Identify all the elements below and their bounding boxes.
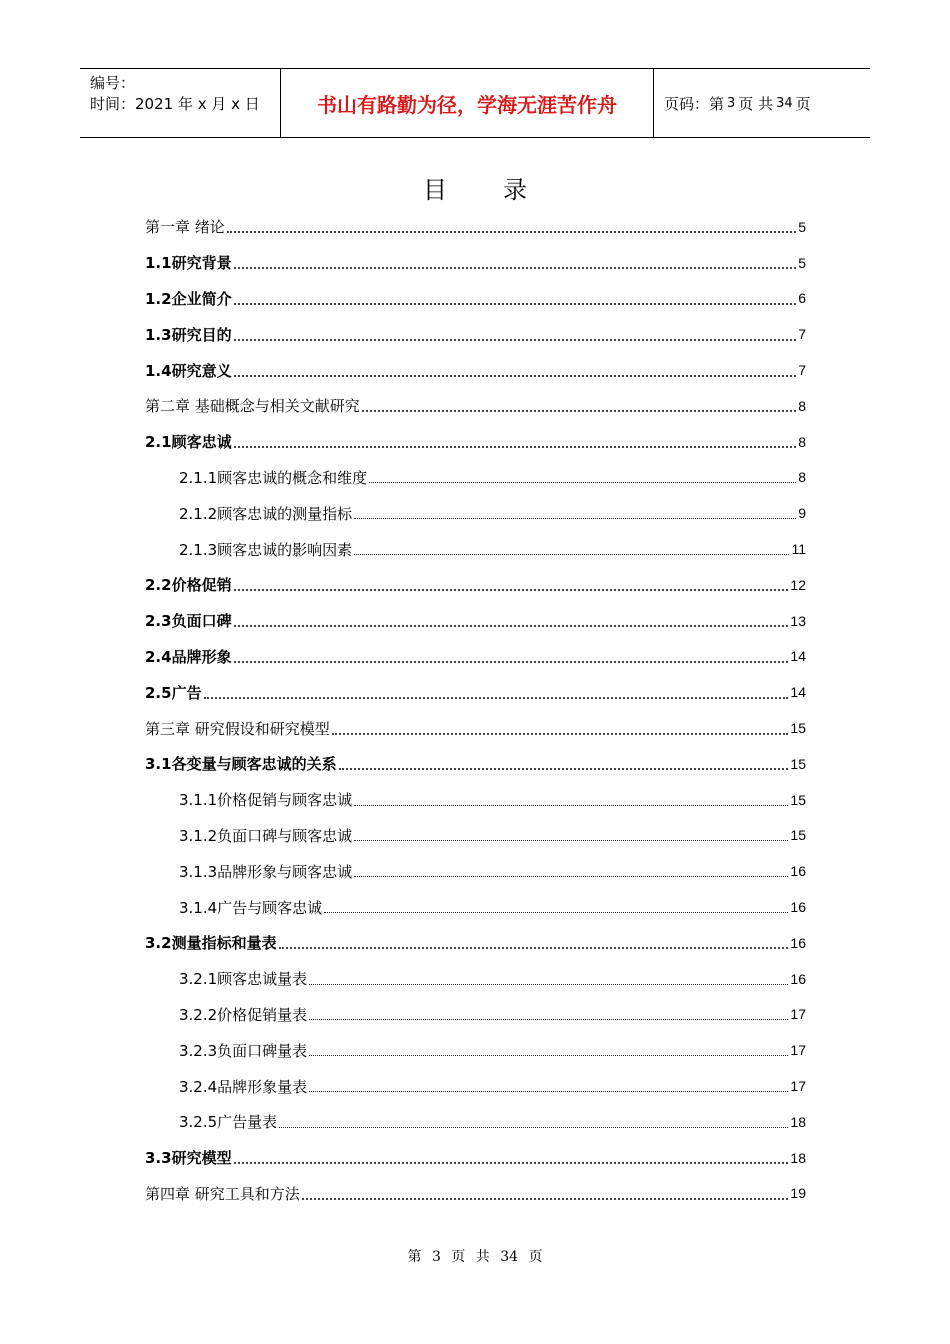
toc-entry-label: 3.2.3负面口碑量表 — [179, 1041, 308, 1060]
toc-entry[interactable] — [145, 997, 806, 1033]
toc-leader-dots — [354, 790, 788, 806]
toc-leader-dots — [234, 324, 797, 341]
toc-entry-page: 16 — [790, 970, 806, 987]
toc-entry[interactable] — [145, 710, 806, 746]
toc-entry-page: 16 — [790, 899, 806, 916]
toc-entry[interactable] — [145, 961, 806, 997]
toc-entry[interactable] — [145, 245, 806, 281]
toc-entry-label: 3.2测量指标和量表 — [145, 934, 277, 953]
toc-leader-dots — [234, 431, 797, 448]
time-label: 时间：2021 年 x 月 x 日 — [90, 95, 260, 113]
toc-entry-label: 第四章 研究工具和方法 — [145, 1184, 300, 1203]
toc-entry[interactable] — [145, 782, 806, 818]
toc-entry-page: 5 — [798, 254, 806, 271]
toc-entry[interactable] — [145, 424, 806, 460]
number-label: 编号： — [90, 74, 136, 92]
page-total: 34 — [776, 95, 793, 111]
toc-leader-dots — [234, 610, 789, 627]
toc-entry-label: 2.3负面口碑 — [145, 612, 232, 631]
toc-entry-page: 6 — [798, 290, 806, 307]
toc-entry[interactable] — [145, 818, 806, 854]
toc-leader-dots — [324, 897, 788, 913]
toc-entry[interactable] — [145, 460, 806, 496]
toc-entry-label: 2.1.1顾客忠诚的概念和维度 — [179, 468, 368, 487]
page-title: 目录 — [423, 176, 583, 204]
toc-entry-page: 17 — [790, 1006, 806, 1023]
toc-leader-dots — [234, 360, 797, 377]
toc-entry-page: 15 — [790, 791, 806, 808]
toc-entry-page: 16 — [790, 863, 806, 880]
toc-entry-label: 第三章 研究假设和研究模型 — [145, 719, 330, 738]
toc-entry[interactable] — [145, 1176, 806, 1212]
toc-entry-label: 2.2价格促销 — [145, 576, 232, 595]
toc-leader-dots — [234, 288, 797, 305]
toc-leader-dots — [362, 395, 796, 412]
toc-entry-label: 3.2.1顾客忠诚量表 — [179, 970, 308, 989]
toc-entry[interactable] — [145, 281, 806, 317]
toc-entry[interactable] — [145, 603, 806, 639]
page-footer: 第 3 页 共 34 页 — [407, 1249, 543, 1265]
toc-entry-page: 17 — [790, 1042, 806, 1059]
toc-entry-label: 3.3研究模型 — [145, 1149, 232, 1168]
toc-entry[interactable] — [145, 1104, 806, 1140]
toc-entry[interactable] — [145, 495, 806, 531]
toc-leader-dots — [302, 1183, 789, 1200]
toc-entry-label: 3.1.1价格促销与顾客忠诚 — [179, 791, 353, 810]
toc-leader-dots — [234, 646, 789, 663]
toc-leader-dots — [369, 467, 796, 483]
toc-entry-label: 第二章 基础概念与相关文献研究 — [145, 397, 360, 416]
header-page-info — [654, 69, 870, 137]
toc-entry-page: 14 — [790, 684, 806, 701]
toc-entry-page: 16 — [790, 934, 806, 951]
toc-entry[interactable] — [145, 746, 806, 782]
toc-leader-dots — [279, 932, 789, 949]
toc-leader-dots — [279, 1112, 788, 1128]
toc-entry-label: 1.3研究目的 — [145, 325, 232, 344]
toc-entry-page: 18 — [790, 1149, 806, 1166]
toc-leader-dots — [204, 682, 789, 699]
toc-leader-dots — [354, 503, 796, 519]
toc-entry[interactable] — [145, 388, 806, 424]
toc-entry[interactable] — [145, 352, 806, 388]
header-meta — [80, 69, 281, 137]
toc-entry-label: 2.1顾客忠诚 — [145, 433, 232, 452]
toc-entry-label: 2.5广告 — [145, 683, 202, 702]
toc-entry-page: 7 — [798, 326, 806, 343]
toc-leader-dots — [234, 252, 797, 269]
toc-entry-label: 第一章 绪论 — [145, 218, 225, 237]
toc-entry-label: 3.1.2负面口碑与顾客忠诚 — [179, 826, 353, 845]
toc-entry-page: 15 — [790, 720, 806, 737]
header-motto: 书山有路勤为径，学海无涯苦作舟 — [281, 69, 654, 137]
toc-leader-dots — [309, 969, 788, 985]
toc-entry-page: 9 — [798, 505, 806, 522]
toc-entry-page: 19 — [790, 1185, 806, 1202]
toc-entry[interactable] — [145, 531, 806, 567]
toc-entry-page: 17 — [790, 1078, 806, 1095]
toc-entry-label: 1.1研究背景 — [145, 254, 232, 273]
toc-leader-dots — [354, 539, 789, 555]
toc-entry[interactable] — [145, 639, 806, 675]
page-prefix: 页码：第 — [664, 94, 725, 113]
toc-entry-page: 14 — [790, 648, 806, 665]
toc-entry-label: 3.2.4品牌形象量表 — [179, 1077, 308, 1096]
toc-leader-dots — [309, 1040, 788, 1056]
toc-leader-dots — [227, 216, 796, 233]
toc-entry[interactable] — [145, 853, 806, 889]
page-header — [80, 68, 870, 138]
toc-entry-page: 18 — [790, 1113, 806, 1130]
toc-entry-page: 8 — [798, 433, 806, 450]
table-of-contents — [145, 209, 806, 1211]
toc-entry-label: 3.2.2价格促销量表 — [179, 1005, 308, 1024]
page-current: 3 — [727, 95, 736, 111]
toc-entry-page: 15 — [790, 755, 806, 772]
toc-entry[interactable] — [145, 674, 806, 710]
toc-entry-page: 13 — [790, 612, 806, 629]
toc-entry-page: 15 — [790, 827, 806, 844]
toc-leader-dots — [234, 574, 789, 591]
toc-leader-dots — [354, 825, 788, 841]
toc-entry[interactable] — [145, 1068, 806, 1104]
toc-entry-page: 5 — [798, 218, 806, 235]
toc-leader-dots — [309, 1076, 788, 1092]
toc-entry-label: 1.4研究意义 — [145, 361, 232, 380]
toc-entry-page: 11 — [791, 541, 806, 558]
toc-entry-page: 8 — [798, 469, 806, 486]
toc-entry[interactable] — [145, 567, 806, 603]
toc-leader-dots — [332, 718, 789, 735]
toc-leader-dots — [354, 861, 788, 877]
toc-entry-label: 3.2.5广告量表 — [179, 1113, 278, 1132]
toc-leader-dots — [309, 1004, 788, 1020]
toc-entry-label: 3.1.4广告与顾客忠诚 — [179, 898, 323, 917]
toc-entry-page: 7 — [798, 362, 806, 379]
toc-entry[interactable] — [145, 1032, 806, 1068]
toc-entry[interactable] — [145, 316, 806, 352]
toc-entry[interactable] — [145, 925, 806, 961]
toc-entry[interactable] — [145, 209, 806, 245]
toc-leader-dots — [339, 753, 789, 770]
toc-entry-page: 8 — [798, 397, 806, 414]
page-suffix: 页 — [795, 94, 811, 113]
toc-entry[interactable] — [145, 889, 806, 925]
toc-entry-label: 2.1.2顾客忠诚的测量指标 — [179, 504, 353, 523]
toc-entry-page: 12 — [790, 576, 806, 593]
page-mid: 页 共 — [738, 94, 774, 113]
toc-entry-label: 2.4品牌形象 — [145, 647, 232, 666]
toc-entry-label: 3.1各变量与顾客忠诚的关系 — [145, 755, 337, 774]
toc-leader-dots — [234, 1147, 789, 1164]
toc-entry-label: 2.1.3顾客忠诚的影响因素 — [179, 540, 353, 559]
toc-entry[interactable] — [145, 1140, 806, 1176]
toc-entry-label: 3.1.3品牌形象与顾客忠诚 — [179, 862, 353, 881]
toc-entry-label: 1.2企业简介 — [145, 289, 232, 308]
